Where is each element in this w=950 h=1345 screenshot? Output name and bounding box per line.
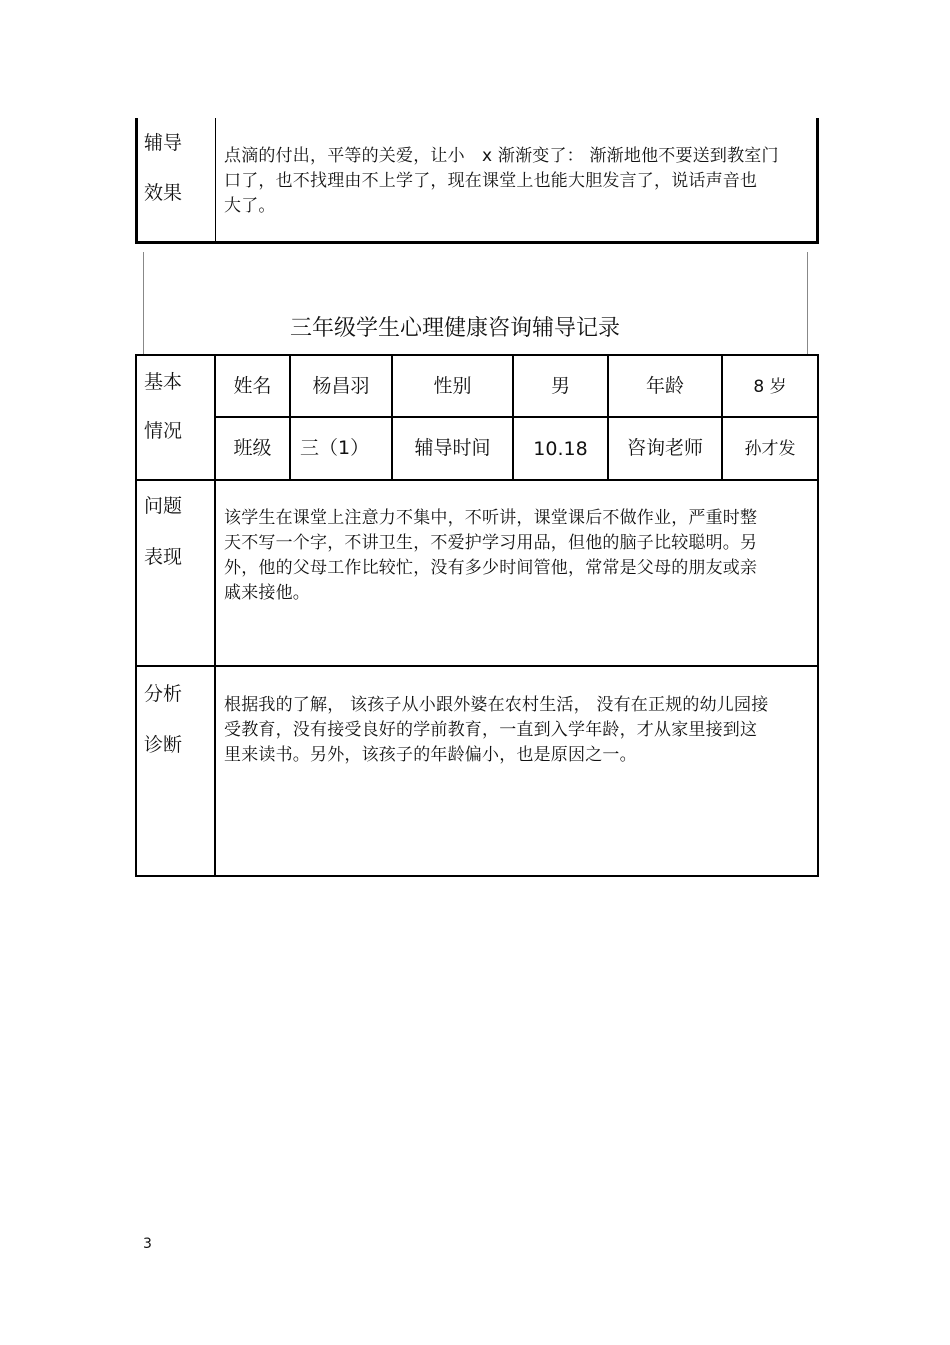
teacher-value: 孙才发	[744, 439, 796, 459]
basic-label-line1: 基本	[144, 371, 183, 393]
name-value: 杨昌羽	[312, 375, 370, 397]
page-title: 三年级学生心理健康咨询辅导记录	[289, 316, 620, 341]
basic-col-divider-4	[607, 354, 609, 480]
effect-label-line2: 效果	[144, 182, 183, 204]
table-border-right	[817, 354, 819, 877]
name-label: 姓名	[233, 375, 272, 397]
basic-col-divider-2	[391, 354, 393, 480]
problem-section-bottom	[135, 665, 819, 667]
effect-label-line1: 辅导	[144, 132, 183, 154]
effect-content: 点滴的付出，平等的关爱，让小 x 渐渐变了： 渐渐地他不要送到教室门 口了，也不找理由不上学了，现在课堂上也能大胆发言了，说话声音也 大了。	[224, 146, 779, 216]
class-value: 三（1）	[300, 437, 370, 459]
problem-content: 该学生在课堂上注意力不集中，不听讲，课堂课后不做作业，严重时整 天不写一个字，不讲卫生，不爱护学习用品，但他的脑子比较聪明。另 外，他的父母工作比较忙，没有多少时间管他，常常是父母的朋友或亲 戚来接他。	[224, 508, 758, 603]
time-label: 辅导时间	[414, 437, 491, 459]
problem-label-line2: 表现	[144, 546, 183, 568]
analysis-label-line1: 分析	[144, 683, 183, 705]
table-border-bottom	[135, 875, 819, 877]
analysis-label-line2: 诊断	[144, 734, 183, 756]
table-border-left	[135, 118, 138, 243]
gender-value: 男	[550, 375, 570, 397]
analysis-content: 根据我的了解， 该孩子从小跟外婆在农村生活， 没有在正规的幼儿园接 受教育，没有接受良好的学前教育，一直到入学年龄，才从家里接到这 里来读书。另外，该孩子的年龄偏小，也是原因之一。	[224, 695, 769, 765]
title-frame-left	[143, 252, 144, 354]
gender-label: 性别	[433, 375, 472, 397]
teacher-label: 咨询老师	[626, 437, 703, 459]
time-value: 10.18	[533, 438, 588, 460]
table-border-bottom	[135, 241, 819, 244]
basic-col-divider-1	[289, 354, 291, 480]
basic-col-divider-3	[512, 354, 514, 480]
title-frame-right	[807, 252, 808, 354]
page-number: 3	[143, 1236, 152, 1252]
age-value: 8 岁	[753, 377, 787, 397]
age-label: 年龄	[645, 375, 684, 397]
basic-section-bottom	[135, 479, 819, 481]
table-border-top	[135, 354, 819, 356]
basic-row-divider	[214, 416, 819, 418]
table-divider	[215, 118, 216, 243]
class-label: 班级	[233, 437, 272, 459]
basic-col-divider-5	[721, 354, 723, 480]
basic-label-line2: 情况	[144, 420, 183, 442]
label-column-divider	[214, 354, 216, 877]
table-border-left	[135, 354, 137, 877]
problem-label-line1: 问题	[144, 495, 183, 517]
table-border-right	[816, 118, 819, 243]
